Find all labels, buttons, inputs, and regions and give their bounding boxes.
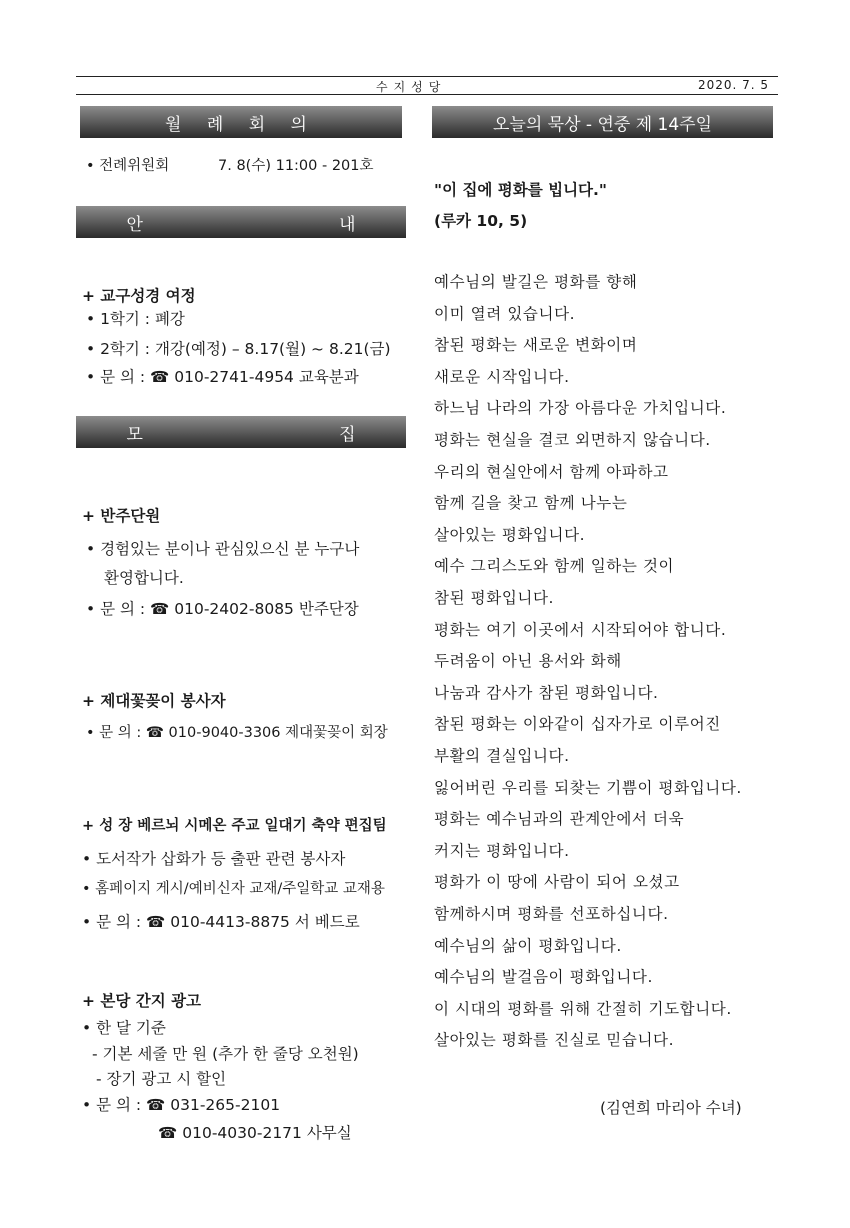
meditation-line: 새로운 시작입니다. (434, 367, 570, 386)
meditation-line: 함께 길을 찾고 함께 나누는 (434, 494, 628, 513)
pilgrimage-item: • 문 의 : ☎ 010-2741-4954 교육분과 (86, 368, 359, 386)
meeting-section-bar: 월 례 회 의 (80, 106, 402, 138)
meditation-line: 참된 평화는 이와같이 십자가로 이루어진 (434, 715, 721, 734)
bancho-heading: + 반주단원 (82, 507, 161, 525)
meditation-line: 예수님의 삶이 평화입니다. (434, 936, 622, 955)
meditation-reference: (루카 10, 5) (434, 212, 528, 230)
parish-name: 수지성당 (376, 80, 447, 94)
header-bottom-rule (76, 94, 778, 95)
bancho-item: • 경험있는 분이나 관심있으신 분 누구나 (86, 540, 360, 558)
meditation-line: 살아있는 평화를 진실로 믿습니다. (434, 1031, 675, 1050)
header-top-rule (76, 76, 778, 77)
meditation-line: 예수 그리스도와 함께 일하는 것이 (434, 557, 675, 576)
meditation-quote: "이 집에 평화를 빕니다." (434, 181, 607, 199)
notice-section-bar: 안 내 (76, 206, 406, 238)
meditation-line: 평화는 여기 이곳에서 시작되어야 합니다. (434, 620, 727, 639)
meditation-line: 살아있는 평화입니다. (434, 525, 586, 544)
ad-item: - 장기 광고 시 할인 (96, 1070, 227, 1088)
meditation-line: 하느님 나라의 가장 아름다운 가치입니다. (434, 399, 727, 418)
meditation-line: 예수님의 발걸음이 평화입니다. (434, 968, 654, 987)
editorial-item: • 홈페이지 게시/예비신자 교재/주일학교 교재용 (82, 881, 385, 897)
meeting-item: • 전례위원회 (86, 158, 170, 174)
editorial-item: • 문 의 : ☎ 010-4413-8875 서 베드로 (82, 913, 360, 931)
altar-flowers-heading: + 제대꽃꽂이 봉사자 (82, 692, 226, 710)
pilgrimage-item: • 2학기 : 개강(예정) – 8.17(월) ~ 8.21(금) (86, 340, 391, 358)
bancho-item: • 문 의 : ☎ 010-2402-8085 반주단장 (86, 600, 359, 618)
altar-flowers-item: • 문 의 : ☎ 010-9040-3306 제대꽃꽂이 회장 (86, 725, 388, 741)
ad-item: - 기본 세줄 만 원 (추가 한 줄당 오천원) (92, 1045, 359, 1063)
ad-item: • 한 달 기준 (82, 1019, 166, 1037)
recruit-section-bar: 모 집 (76, 416, 406, 448)
meditation-line: 두려움이 아닌 용서와 화해 (434, 652, 622, 671)
meditation-line: 이미 열려 있습니다. (434, 304, 576, 323)
ad-item: • 문 의 : ☎ 031-265-2101 (82, 1096, 281, 1114)
meditation-line: 부활의 결실입니다. (434, 747, 570, 765)
editorial-heading: + 성 장 베르뇌 시메온 주교 일대기 축약 편집팀 (82, 818, 387, 834)
meditation-line: 잃어버린 우리를 되찾는 기쁨이 평화입니다. (434, 778, 742, 797)
meditation-line: 커지는 평화입니다. (434, 841, 570, 860)
meditation-section-bar: 오늘의 묵상 - 연중 제 14주일 (432, 106, 773, 138)
meeting-time: 7. 8(수) 11:00 - 201호 (218, 158, 374, 174)
pilgrimage-item: • 1학기 : 폐강 (86, 310, 185, 328)
pilgrimage-heading: + 교구성경 여정 (82, 287, 196, 305)
issue-date: 2020. 7. 5 (698, 78, 770, 92)
meditation-line: 평화가 이 땅에 사람이 되어 오셨고 (434, 873, 680, 892)
meditation-line: 예수님의 발길은 평화를 향해 (434, 273, 638, 291)
meditation-author: (김연희 마리아 수녀) (600, 1099, 742, 1117)
meditation-line: 참된 평화입니다. (434, 589, 555, 607)
meditation-line: 함께하시며 평화를 선포하십니다. (434, 905, 669, 923)
ad-heading: + 본당 간지 광고 (82, 992, 202, 1010)
meditation-line: 참된 평화는 새로운 변화이며 (434, 336, 638, 355)
bancho-item: 환영합니다. (104, 569, 184, 587)
editorial-item: • 도서작가 삽화가 등 출판 관련 봉사자 (82, 850, 346, 868)
meditation-line: 나눔과 감사가 참된 평화입니다. (434, 683, 659, 702)
meditation-line: 평화는 예수님과의 관계안에서 더욱 (434, 810, 685, 829)
meditation-line: 이 시대의 평화를 위해 간절히 기도합니다. (434, 999, 732, 1018)
meditation-line: 평화는 현실을 결코 외면하지 않습니다. (434, 431, 711, 449)
meditation-line: 우리의 현실안에서 함께 아파하고 (434, 462, 669, 481)
ad-item: ☎ 010-4030-2171 사무실 (158, 1124, 352, 1142)
